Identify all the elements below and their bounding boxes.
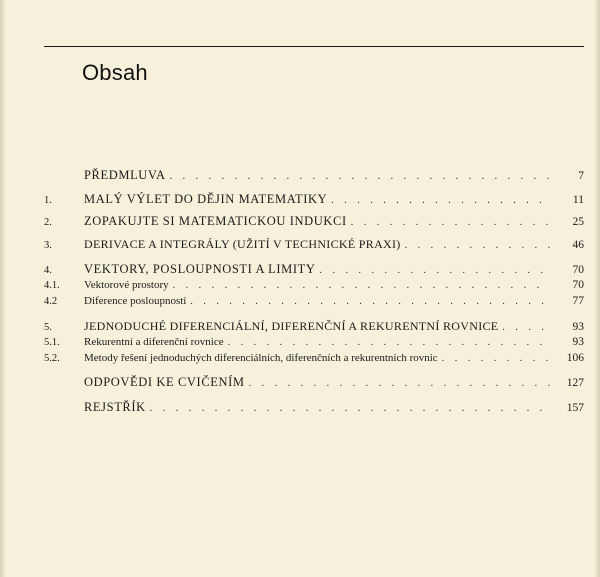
dot-leader	[331, 195, 550, 206]
dot-leader	[173, 280, 550, 291]
toc-entry-number: 2.	[44, 217, 52, 228]
page-title: Obsah	[82, 60, 148, 85]
dot-leader	[228, 337, 550, 348]
toc-entry-section-5-1	[44, 336, 584, 348]
toc-entry-number: 5.1.	[44, 337, 60, 348]
toc-entry-page: 157	[566, 402, 584, 414]
dot-leader	[502, 322, 550, 333]
toc-entry-title: MALÝ VÝLET DO DĚJIN MATEMATIKY	[84, 192, 328, 206]
toc-entry-title: PŘEDMLUVA	[84, 168, 166, 182]
toc-entry-section-5-2	[44, 352, 584, 364]
toc-entry-chapter-2	[44, 214, 584, 229]
toc-entry-page: 70	[572, 279, 584, 291]
dot-leader	[150, 403, 550, 414]
toc-entry-page: 127	[566, 377, 584, 389]
dot-leader	[249, 378, 550, 389]
toc-entry-preface	[44, 168, 584, 183]
toc-entry-title: DERIVACE A INTEGRÁLY (UŽITÍ V TECHNICKÉ PRAXI)	[84, 237, 401, 251]
toc-entry-page: 46	[572, 239, 584, 251]
toc-entry-title: ODPOVĚDI KE CVIČENÍM	[84, 375, 245, 389]
toc-entry-number: 5.	[44, 322, 52, 333]
toc-entry-chapter-1	[44, 192, 584, 207]
toc-entry-title: Vektorové prostory	[84, 279, 169, 291]
dot-leader	[351, 217, 550, 228]
page-edge-right	[594, 0, 600, 577]
toc-entry-number: 4.	[44, 265, 52, 276]
toc-entry-number: 4.1.	[44, 280, 60, 291]
top-rule	[44, 46, 584, 47]
page-edge-left	[0, 0, 6, 577]
toc-entry-title: VEKTORY, POSLOUPNOSTI A LIMITY	[84, 262, 316, 276]
toc-entry-section-4-2	[44, 295, 584, 307]
toc-entry-number: 3.	[44, 240, 52, 251]
toc-entry-page: 93	[572, 321, 584, 333]
toc-entry-title: Diference posloupností	[84, 295, 187, 307]
toc-entry-page: 93	[572, 336, 584, 348]
toc-entry-title: REJSTŘÍK	[84, 400, 146, 414]
toc-entry-page: 106	[566, 352, 584, 364]
toc-entry-title: Metody řešení jednoduchých diferenciálních, diferenčních a rekurentních rovnic	[84, 352, 438, 364]
dot-leader	[405, 240, 550, 251]
toc-entry-number: 4.2	[44, 296, 58, 307]
toc-entry-number: 5.2.	[44, 353, 60, 364]
dot-leader	[190, 296, 550, 307]
toc-entry-number: 1.	[44, 195, 52, 206]
dot-leader	[170, 171, 550, 182]
toc-entry-page: 70	[572, 264, 584, 276]
toc-entry-chapter-5	[44, 319, 584, 334]
toc-entry-chapter-3	[44, 237, 584, 252]
dot-leader	[319, 265, 550, 276]
toc-entry-section-4-1	[44, 279, 584, 291]
toc-entry-title: ZOPAKUJTE SI MATEMATICKOU INDUKCI	[84, 214, 347, 228]
toc-entry-page: 25	[572, 216, 584, 228]
toc-entry-title: Rekurentní a diferenční rovnice	[84, 336, 224, 348]
toc-entry-page: 7	[578, 170, 584, 182]
toc-entry-answers	[44, 375, 584, 390]
toc-entry-page: 11	[572, 194, 584, 206]
toc-entry-chapter-4	[44, 262, 584, 277]
toc-entry-index	[44, 400, 584, 415]
toc-entry-page: 77	[572, 295, 584, 307]
toc-entry-title: JEDNODUCHÉ DIFERENCIÁLNÍ, DIFERENČNÍ A REKURENTNÍ ROVNICE	[84, 319, 499, 333]
dot-leader	[442, 353, 550, 364]
